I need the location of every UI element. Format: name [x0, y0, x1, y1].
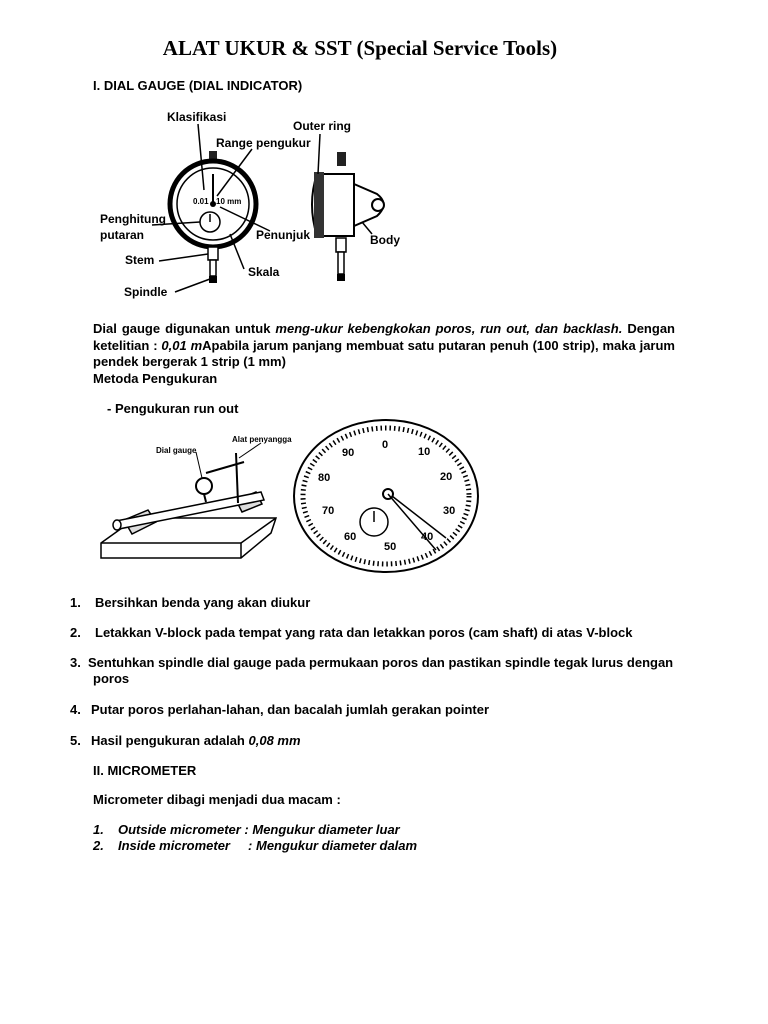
label-putaran: putaran [100, 228, 145, 242]
step-1: 1. Bersihkan benda yang akan diukur [70, 595, 311, 610]
spindle-shape [210, 260, 216, 276]
small-dial-gauge [196, 478, 212, 494]
side-top-cap [337, 152, 346, 166]
dial-num-20: 20 [440, 471, 453, 483]
label-dial-gauge: Dial gauge [156, 446, 197, 455]
para-text-1: Dial gauge digunakan untuk [93, 321, 276, 336]
micrometer-intro: Micrometer dibagi menjadi dua macam : [93, 792, 341, 807]
dial-num-10: 10 [418, 446, 431, 458]
stand-post [236, 453, 238, 503]
metoda-heading: Metoda Pengukuran [93, 371, 218, 386]
label-outer-ring: Outer ring [293, 119, 352, 133]
side-lug-hole [372, 199, 384, 211]
runout-heading: - Pengukuran run out [107, 401, 239, 416]
step-5: 5. Hasil pengukuran adalah 0,08 mm [70, 733, 301, 748]
label-range: Range pengukur [216, 136, 311, 150]
para-italic-1: meng-ukur kebengkokan poros, run out, dan backlash. [275, 321, 623, 336]
dial-num-0: 0 [382, 439, 389, 451]
label-skala: Skala [248, 265, 280, 279]
micrometer-item-2: 2. Inside micrometer : Mengukur diameter dalam [93, 838, 418, 853]
side-stem [336, 238, 346, 252]
side-outer-ring [314, 172, 324, 238]
stem-shape [208, 247, 218, 260]
label-penunjuk: Penunjuk [256, 228, 311, 242]
dial-num-70: 70 [322, 505, 335, 517]
result-value: 0,08 mm [248, 733, 301, 748]
label-klasifikasi: Klasifikasi [167, 110, 227, 124]
dial-num-80: 80 [318, 472, 331, 484]
side-spindle-tip [337, 274, 345, 281]
stand-arm [206, 462, 244, 473]
dial-gauge-figure [92, 104, 412, 306]
step-3: 3. Sentuhkan spindle dial gauge pada permukaan poros dan pastikan spindle tegak lurus dengan poros [70, 655, 674, 686]
dial-num-30: 30 [443, 505, 456, 517]
side-spindle [338, 252, 344, 274]
dial-num-60: 60 [344, 531, 357, 543]
spindle-tip [209, 276, 217, 283]
page-title: ALAT UKUR & SST (Special Service Tools) [162, 36, 558, 60]
section-heading-dial-gauge: I. DIAL GAUGE (DIAL INDICATOR) [93, 78, 303, 93]
label-body: Body [370, 233, 400, 247]
dial-label-10mm: 10 mm [216, 197, 242, 206]
dial-num-90: 90 [342, 447, 355, 459]
runout-figure [96, 418, 486, 576]
dial-gauge-description [93, 321, 675, 371]
micrometer-item-1: 1. Outside micrometer : Mengukur diameter luar [93, 822, 400, 837]
label-alat-penyangga: Alat penyangga [232, 435, 292, 444]
label-spindle: Spindle [124, 285, 168, 299]
label-stem: Stem [125, 253, 155, 267]
label-penghitung: Penghitung [100, 212, 166, 226]
step-4: 4. Putar poros perlahan-lahan, dan bacalah jumlah gerakan pointer [70, 702, 490, 717]
section-heading-micrometer: II. MICROMETER [93, 763, 197, 778]
dial-label-001: 0.01 [193, 197, 209, 206]
dial-num-50: 50 [384, 541, 397, 553]
para-italic-2: 0,01 m [161, 337, 203, 353]
dial-num-40: 40 [421, 531, 434, 543]
para-text-3: Apabila jarum panjang membuat satu putaran penuh (100 strip), maka jarum pendek bergerak 1 strip (1 mm) [93, 337, 675, 369]
step-2: 2. Letakkan V-block pada tempat yang rata dan letakkan poros (cam shaft) di atas V-block [70, 625, 633, 640]
para-text-2: Dengan ketelitian : [93, 321, 675, 353]
